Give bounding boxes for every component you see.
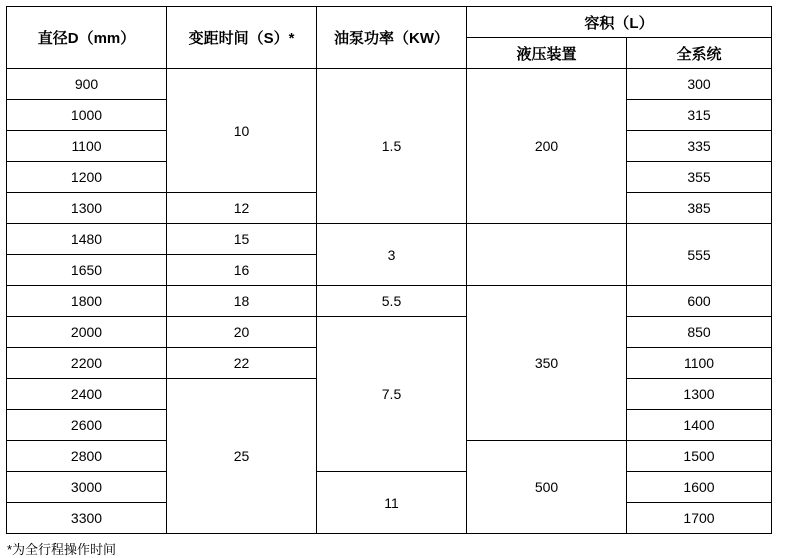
cell-diameter: 2600 bbox=[7, 410, 167, 441]
table-row bbox=[7, 317, 772, 348]
cell-pump-power: 3 bbox=[317, 224, 467, 286]
table-header-row-1 bbox=[7, 7, 772, 38]
table-row bbox=[7, 69, 772, 100]
cell-volume-total: 555 bbox=[627, 224, 772, 286]
table-row bbox=[7, 472, 772, 503]
cell-diameter: 3000 bbox=[7, 472, 167, 503]
cell-shift-time: 25 bbox=[167, 379, 317, 534]
cell-diameter: 1100 bbox=[7, 131, 167, 162]
cell-volume-total: 1600 bbox=[627, 472, 772, 503]
cell-pump-power: 7.5 bbox=[317, 317, 467, 472]
cell-shift-time: 15 bbox=[167, 224, 317, 255]
cell-shift-time: 16 bbox=[167, 255, 317, 286]
cell-diameter: 2400 bbox=[7, 379, 167, 410]
cell-volume-total: 1100 bbox=[627, 348, 772, 379]
cell-shift-time: 22 bbox=[167, 348, 317, 379]
cell-pump-power: 11 bbox=[317, 472, 467, 534]
cell-diameter: 1000 bbox=[7, 100, 167, 131]
table-footnote: *为全行程操作时间 bbox=[7, 542, 117, 557]
cell-volume-total: 315 bbox=[627, 100, 772, 131]
header-pump-power: 油泵功率（KW） bbox=[317, 7, 467, 69]
cell-diameter: 2200 bbox=[7, 348, 167, 379]
cell-volume-total: 1500 bbox=[627, 441, 772, 472]
cell-diameter: 2000 bbox=[7, 317, 167, 348]
header-volume: 容积（L） bbox=[467, 7, 772, 38]
cell-volume-hydraulic: 500 bbox=[467, 441, 627, 534]
cell-volume-hydraulic bbox=[467, 224, 627, 286]
cell-volume-total: 335 bbox=[627, 131, 772, 162]
cell-volume-total: 1400 bbox=[627, 410, 772, 441]
header-diameter: 直径D（mm） bbox=[7, 7, 167, 69]
cell-volume-total: 300 bbox=[627, 69, 772, 100]
cell-shift-time: 20 bbox=[167, 317, 317, 348]
cell-pump-power: 1.5 bbox=[317, 69, 467, 224]
cell-diameter: 2800 bbox=[7, 441, 167, 472]
cell-diameter: 1800 bbox=[7, 286, 167, 317]
cell-volume-total: 385 bbox=[627, 193, 772, 224]
cell-volume-total: 850 bbox=[627, 317, 772, 348]
spec-table-container bbox=[0, 6, 789, 534]
cell-shift-time: 12 bbox=[167, 193, 317, 224]
cell-shift-time: 18 bbox=[167, 286, 317, 317]
cell-diameter: 1650 bbox=[7, 255, 167, 286]
cell-pump-power: 5.5 bbox=[317, 286, 467, 317]
cell-shift-time: 10 bbox=[167, 69, 317, 193]
cell-diameter: 3300 bbox=[7, 503, 167, 534]
header-volume-hydraulic: 液压装置 bbox=[467, 38, 627, 69]
cell-volume-total: 1300 bbox=[627, 379, 772, 410]
cell-volume-total: 1700 bbox=[627, 503, 772, 534]
table-row bbox=[7, 224, 772, 255]
specification-table bbox=[6, 6, 772, 534]
cell-diameter: 1300 bbox=[7, 193, 167, 224]
cell-diameter: 1480 bbox=[7, 224, 167, 255]
cell-diameter: 900 bbox=[7, 69, 167, 100]
cell-volume-hydraulic: 350 bbox=[467, 286, 627, 441]
cell-diameter: 1200 bbox=[7, 162, 167, 193]
header-volume-total: 全系统 bbox=[627, 38, 772, 69]
cell-volume-total: 600 bbox=[627, 286, 772, 317]
cell-volume-total: 355 bbox=[627, 162, 772, 193]
cell-volume-hydraulic: 200 bbox=[467, 69, 627, 224]
header-shift-time: 变距时间（S）* bbox=[167, 7, 317, 69]
table-row bbox=[7, 286, 772, 317]
